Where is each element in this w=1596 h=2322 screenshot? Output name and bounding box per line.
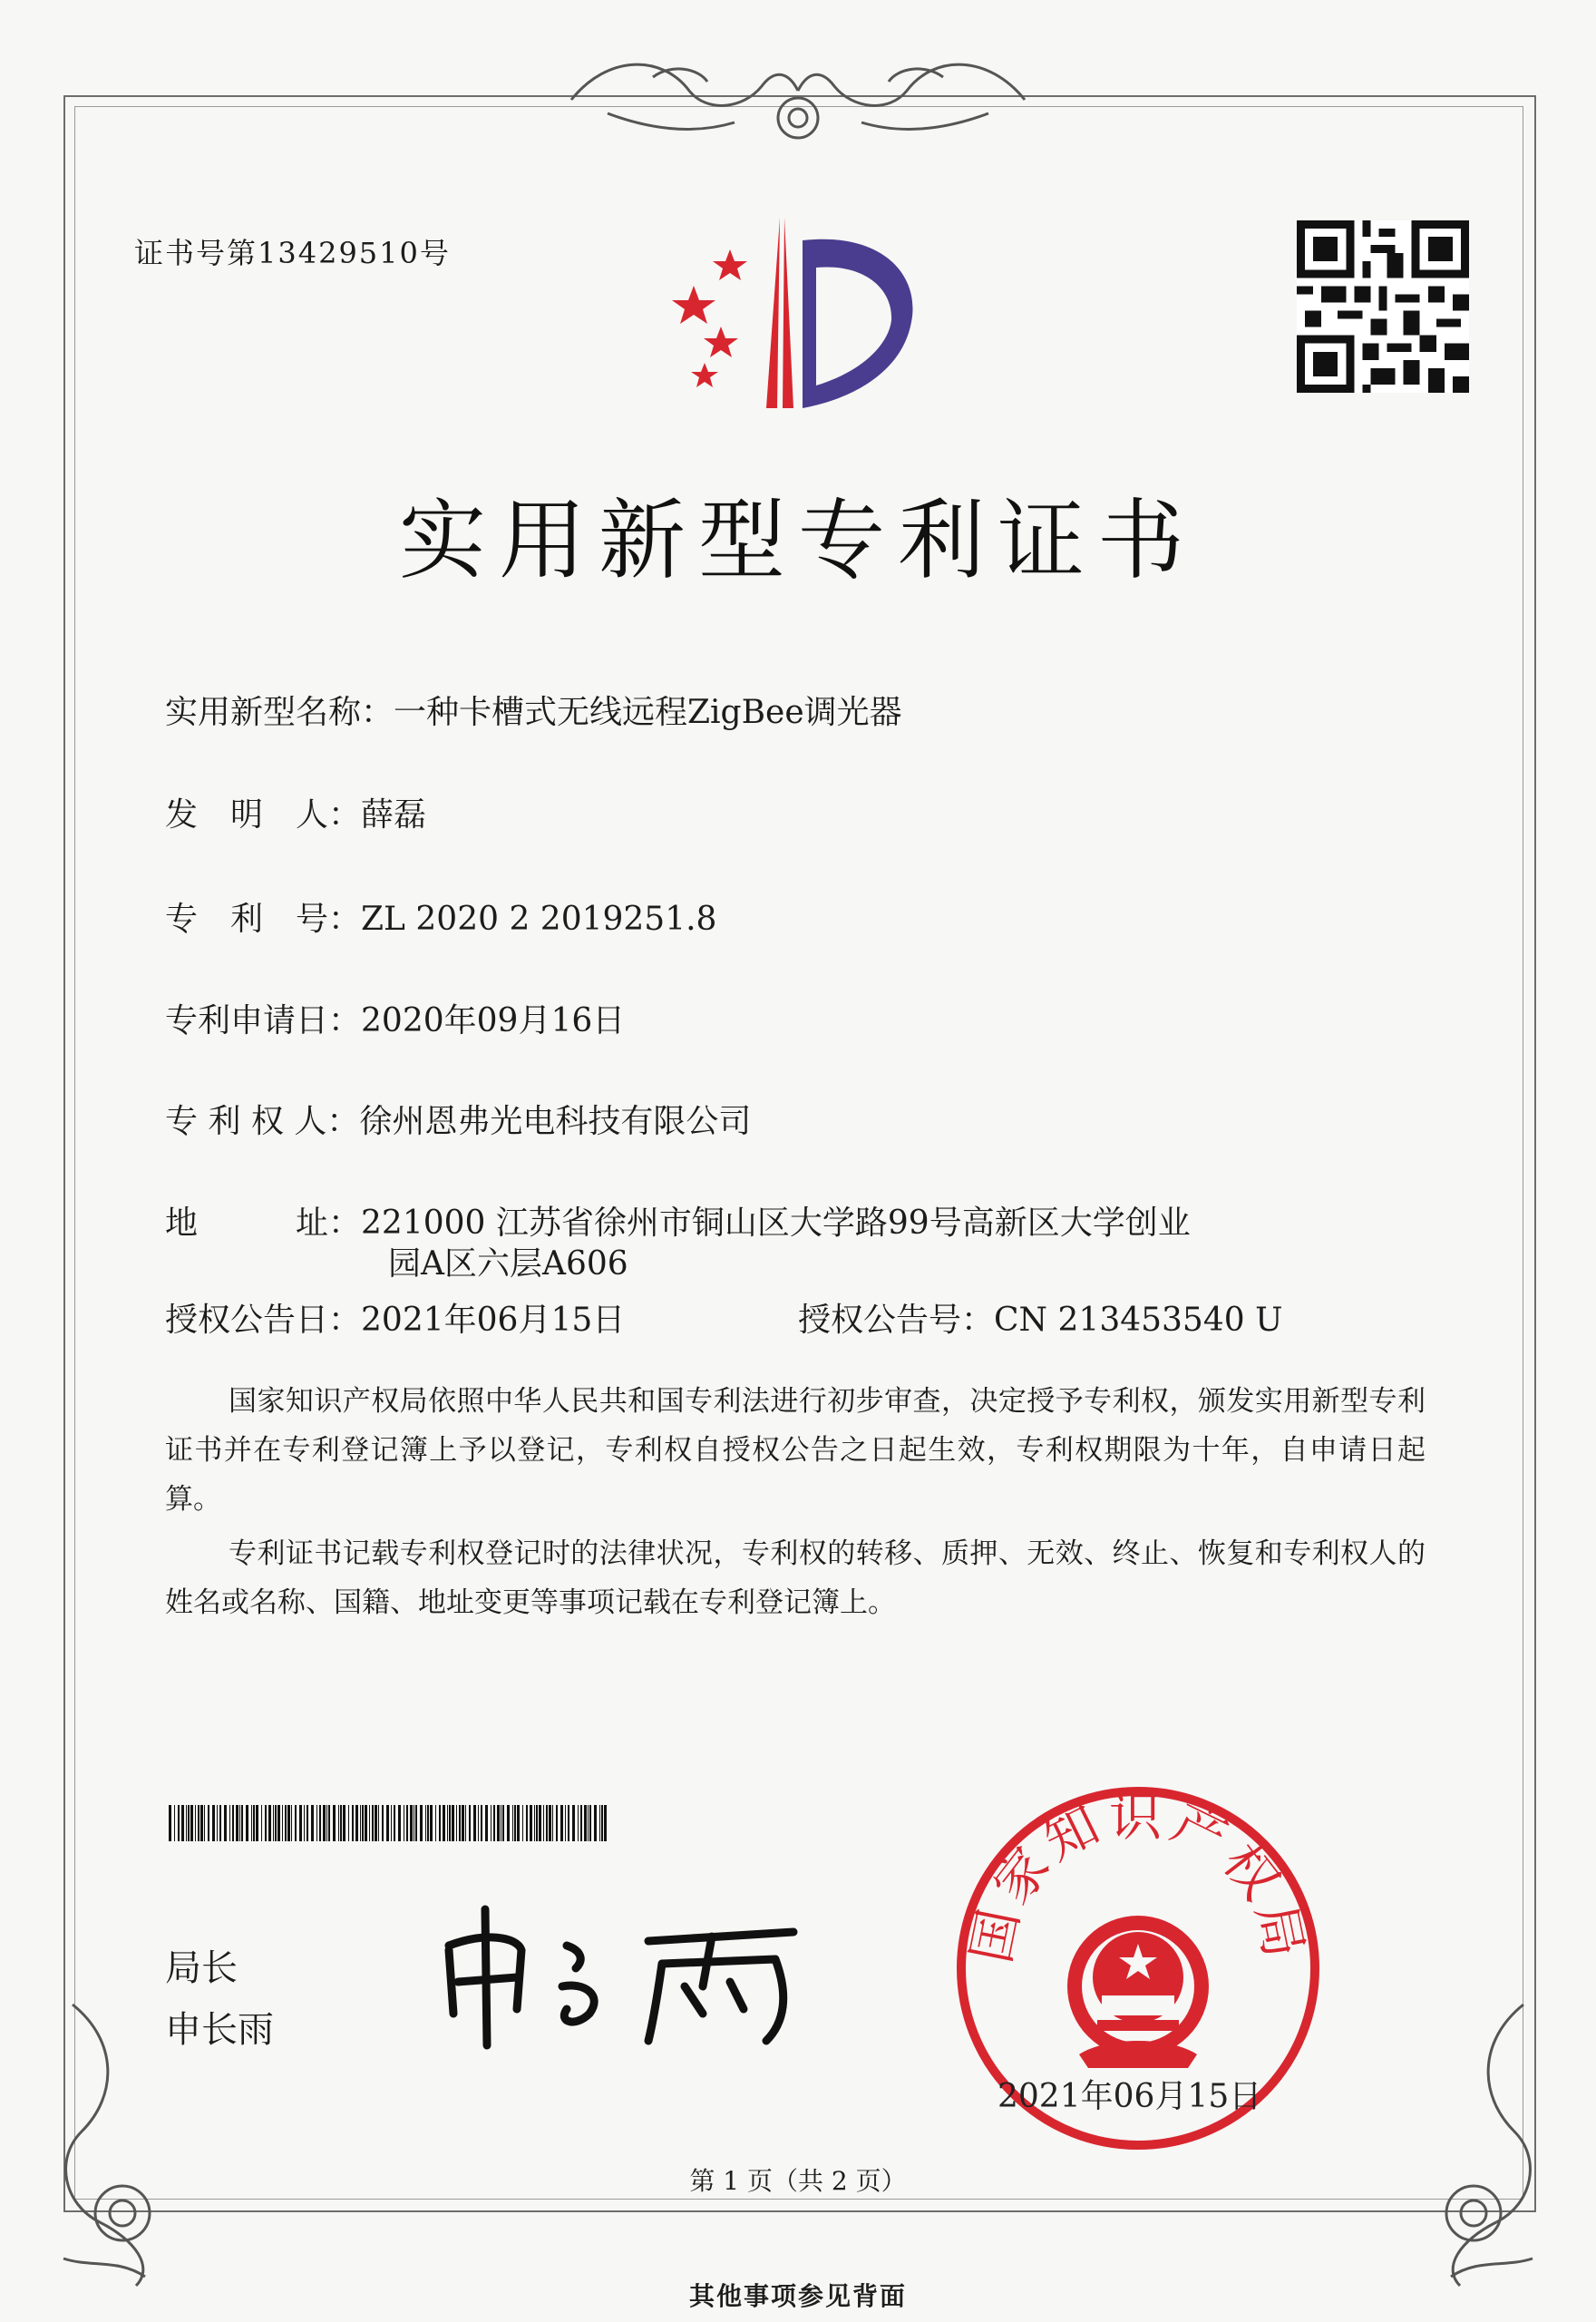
field-label: 专利申请日： xyxy=(165,1002,362,1039)
field-label: 专 利 权 人： xyxy=(165,1103,360,1140)
barcode-bar xyxy=(316,1805,317,1841)
barcode-bar xyxy=(481,1805,482,1841)
page-number: 第 1 页（共 2 页） xyxy=(689,2166,907,2196)
barcode-bar xyxy=(462,1805,464,1841)
barcode-bar xyxy=(251,1805,252,1841)
barcode-bar xyxy=(261,1805,262,1841)
barcode-bar xyxy=(568,1805,569,1841)
barcode-bar xyxy=(589,1805,591,1841)
barcode-bar xyxy=(604,1805,607,1841)
barcode-bar xyxy=(546,1805,548,1841)
barcode-bar xyxy=(435,1805,436,1841)
field-value: 221000 江苏省徐州市铜山区大学路99号高新区大学创业 xyxy=(361,1205,1191,1242)
barcode-bar xyxy=(410,1805,413,1841)
barcode-bar xyxy=(452,1805,454,1841)
barcode-bar xyxy=(473,1805,476,1841)
barcode-bar xyxy=(295,1805,297,1841)
barcode-bar xyxy=(572,1805,575,1841)
certificate-number: 证书号第13429510号 xyxy=(134,236,451,270)
barcode-bar xyxy=(273,1805,274,1841)
barcode-bar xyxy=(304,1805,305,1841)
barcode-bar xyxy=(530,1805,532,1841)
field-value: ZL 2020 2 2019251.8 xyxy=(361,901,717,938)
statement-paragraph-1: 国家知识产权局依照中华人民共和国专利法进行初步审查，决定授予专利权，颁发实用新型专利证书并在专利登记簿上予以登记，专利权自授权公告之日起生效，专利权期限为十年，自申请日起算。 xyxy=(165,1385,1426,1516)
barcode-bar xyxy=(265,1805,267,1841)
barcode-bar xyxy=(343,1805,345,1841)
barcode-bar xyxy=(560,1805,563,1841)
barcode-bar xyxy=(365,1805,367,1841)
barcode-bar xyxy=(229,1805,230,1841)
certificate-title: 实用新型专利证书 xyxy=(399,490,1197,591)
barcode-bar xyxy=(311,1805,314,1841)
barcode-bar xyxy=(549,1805,551,1841)
barcode-bar xyxy=(355,1805,358,1841)
handwritten-signature xyxy=(431,1896,812,2050)
field-patent-number xyxy=(165,898,716,941)
barcode-bar xyxy=(493,1805,495,1841)
barcode-bar xyxy=(420,1805,423,1841)
barcode-bar xyxy=(517,1805,520,1841)
barcode-bar xyxy=(239,1805,240,1841)
barcode-bar xyxy=(449,1805,451,1841)
barcode-bar xyxy=(502,1805,504,1841)
top-ornament xyxy=(553,36,1043,154)
barcode-bar xyxy=(348,1805,349,1841)
barcode-bar xyxy=(299,1805,302,1841)
barcode-bar xyxy=(382,1805,384,1841)
barcode-bar xyxy=(536,1805,538,1841)
field-value: 2020年09月16日 xyxy=(361,1002,626,1039)
field-grant-number xyxy=(798,1299,1282,1342)
barcode-bar xyxy=(200,1805,203,1841)
barcode-bar xyxy=(174,1805,175,1841)
barcode-bar xyxy=(285,1805,287,1841)
barcode-bar xyxy=(268,1805,271,1841)
barcode-bar xyxy=(186,1805,187,1841)
barcode-bar xyxy=(465,1805,466,1841)
barcode-bar xyxy=(415,1805,417,1841)
barcode-bar xyxy=(256,1805,258,1841)
barcode-bar xyxy=(539,1805,541,1841)
field-address xyxy=(165,1202,1191,1245)
barcode-bar xyxy=(232,1805,234,1841)
barcode-bar xyxy=(534,1805,535,1841)
signatory-name: 申长雨 xyxy=(165,2009,274,2051)
barcode-bar xyxy=(326,1805,327,1841)
field-patentee xyxy=(165,1100,751,1144)
barcode-bar xyxy=(375,1805,377,1841)
barcode-bar xyxy=(497,1805,500,1841)
footer-note: 其他事项参见背面 xyxy=(688,2281,907,2311)
field-address-line2: 园A区六层A606 xyxy=(388,1245,628,1283)
barcode-bar xyxy=(319,1805,321,1841)
field-filing-date xyxy=(165,1000,625,1043)
barcode-bar xyxy=(522,1805,523,1841)
barcode-bar xyxy=(369,1805,370,1841)
barcode-bar xyxy=(372,1805,374,1841)
barcode-bar xyxy=(340,1805,342,1841)
barcode-bar xyxy=(386,1805,389,1841)
field-value: 2021年06月15日 xyxy=(361,1302,626,1339)
barcode-bar xyxy=(478,1805,479,1841)
barcode-bar xyxy=(543,1805,544,1841)
barcode-bar xyxy=(447,1805,448,1841)
barcode-bar xyxy=(485,1805,488,1841)
barcode-bar xyxy=(425,1805,426,1841)
field-value: 薛磊 xyxy=(361,796,427,834)
seal-date: 2021年06月15日 xyxy=(998,2078,1262,2115)
statement-paragraph-2: 专利证书记载专利权登记时的法律状况，专利权的转移、质押、无效、终止、恢复和专利权人的姓名或名称、国籍、地址变更等事项记载在专利登记簿上。 xyxy=(165,1537,1426,1619)
barcode-bar xyxy=(580,1805,582,1841)
barcode-bar xyxy=(246,1805,248,1841)
barcode-bar xyxy=(394,1805,395,1841)
barcode-bar xyxy=(275,1805,277,1841)
field-label: 专 利 号： xyxy=(165,901,362,938)
barcode-bar xyxy=(599,1805,600,1841)
barcode-bar xyxy=(406,1805,408,1841)
barcode-bar xyxy=(224,1805,227,1841)
barcode-bar xyxy=(556,1805,558,1841)
barcode-bar xyxy=(208,1805,209,1841)
barcode-bar xyxy=(584,1805,587,1841)
field-utility-name xyxy=(165,691,902,735)
barcode-bar xyxy=(291,1805,292,1841)
barcode-bar xyxy=(443,1805,445,1841)
barcode-bar xyxy=(188,1805,190,1841)
barcode-bar xyxy=(219,1805,221,1841)
barcode-bar xyxy=(578,1805,579,1841)
barcode-bar xyxy=(169,1805,171,1841)
barcode-bar xyxy=(181,1805,184,1841)
barcode-bar xyxy=(456,1805,457,1841)
cnipa-logo xyxy=(667,213,929,417)
seal-text: 国家知识产权局 xyxy=(959,1786,1317,1968)
bottom-right-ornament xyxy=(1415,1986,1560,2295)
barcode-bar xyxy=(362,1805,364,1841)
barcode-bar xyxy=(333,1805,336,1841)
barcode-bar xyxy=(459,1805,461,1841)
field-label: 授权公告日： xyxy=(165,1302,362,1339)
barcode-bar xyxy=(338,1805,339,1841)
field-value: CN 213453540 U xyxy=(994,1302,1283,1339)
field-grant-date xyxy=(165,1299,625,1342)
barcode-bar xyxy=(195,1805,196,1841)
barcode-bar xyxy=(352,1805,354,1841)
barcode-bar xyxy=(198,1805,200,1841)
barcode-bar xyxy=(287,1805,290,1841)
barcode-bar xyxy=(565,1805,566,1841)
barcode-bar xyxy=(514,1805,516,1841)
field-label: 实用新型名称： xyxy=(165,694,394,731)
barcode-bar xyxy=(217,1805,218,1841)
barcode-bar xyxy=(277,1805,280,1841)
barcode-bar xyxy=(507,1805,510,1841)
barcode-bar xyxy=(204,1805,205,1841)
barcode-bar xyxy=(282,1805,283,1841)
field-inventor xyxy=(165,794,426,837)
field-label: 地 址： xyxy=(165,1205,362,1242)
qr-code xyxy=(1297,220,1469,393)
barcode-bar xyxy=(588,1805,589,1841)
barcode-bar xyxy=(360,1805,361,1841)
bottom-left-ornament xyxy=(36,1986,181,2295)
barcode-bar xyxy=(526,1805,528,1841)
barcode-bar xyxy=(323,1805,326,1841)
barcode-bar xyxy=(601,1805,603,1841)
barcode-bar xyxy=(439,1805,441,1841)
barcode-bar xyxy=(212,1805,215,1841)
barcode-bar xyxy=(391,1805,392,1841)
signatory-title: 局长 xyxy=(165,1947,238,1989)
barcode-bar xyxy=(328,1805,330,1841)
barcode-bar xyxy=(236,1805,238,1841)
barcode-bar xyxy=(427,1805,429,1841)
barcode-bar xyxy=(469,1805,471,1841)
field-label: 授权公告号： xyxy=(798,1302,995,1339)
barcode-bar xyxy=(430,1805,433,1841)
barcode-bar xyxy=(190,1805,193,1841)
barcode-bar xyxy=(552,1805,553,1841)
field-label: 发 明 人： xyxy=(165,796,362,834)
barcode-bar xyxy=(594,1805,597,1841)
barcode-bar xyxy=(512,1805,513,1841)
field-value: 徐州恩弗光电科技有限公司 xyxy=(359,1103,752,1140)
field-value: 一种卡槽式无线远程ZigBee调光器 xyxy=(394,694,902,731)
barcode-bar xyxy=(398,1805,401,1841)
barcode-bar xyxy=(307,1805,308,1841)
barcode-bar xyxy=(253,1805,255,1841)
barcode-bar xyxy=(178,1805,180,1841)
barcode xyxy=(169,1805,608,1841)
barcode-bar xyxy=(241,1805,243,1841)
barcode-bar xyxy=(378,1805,379,1841)
